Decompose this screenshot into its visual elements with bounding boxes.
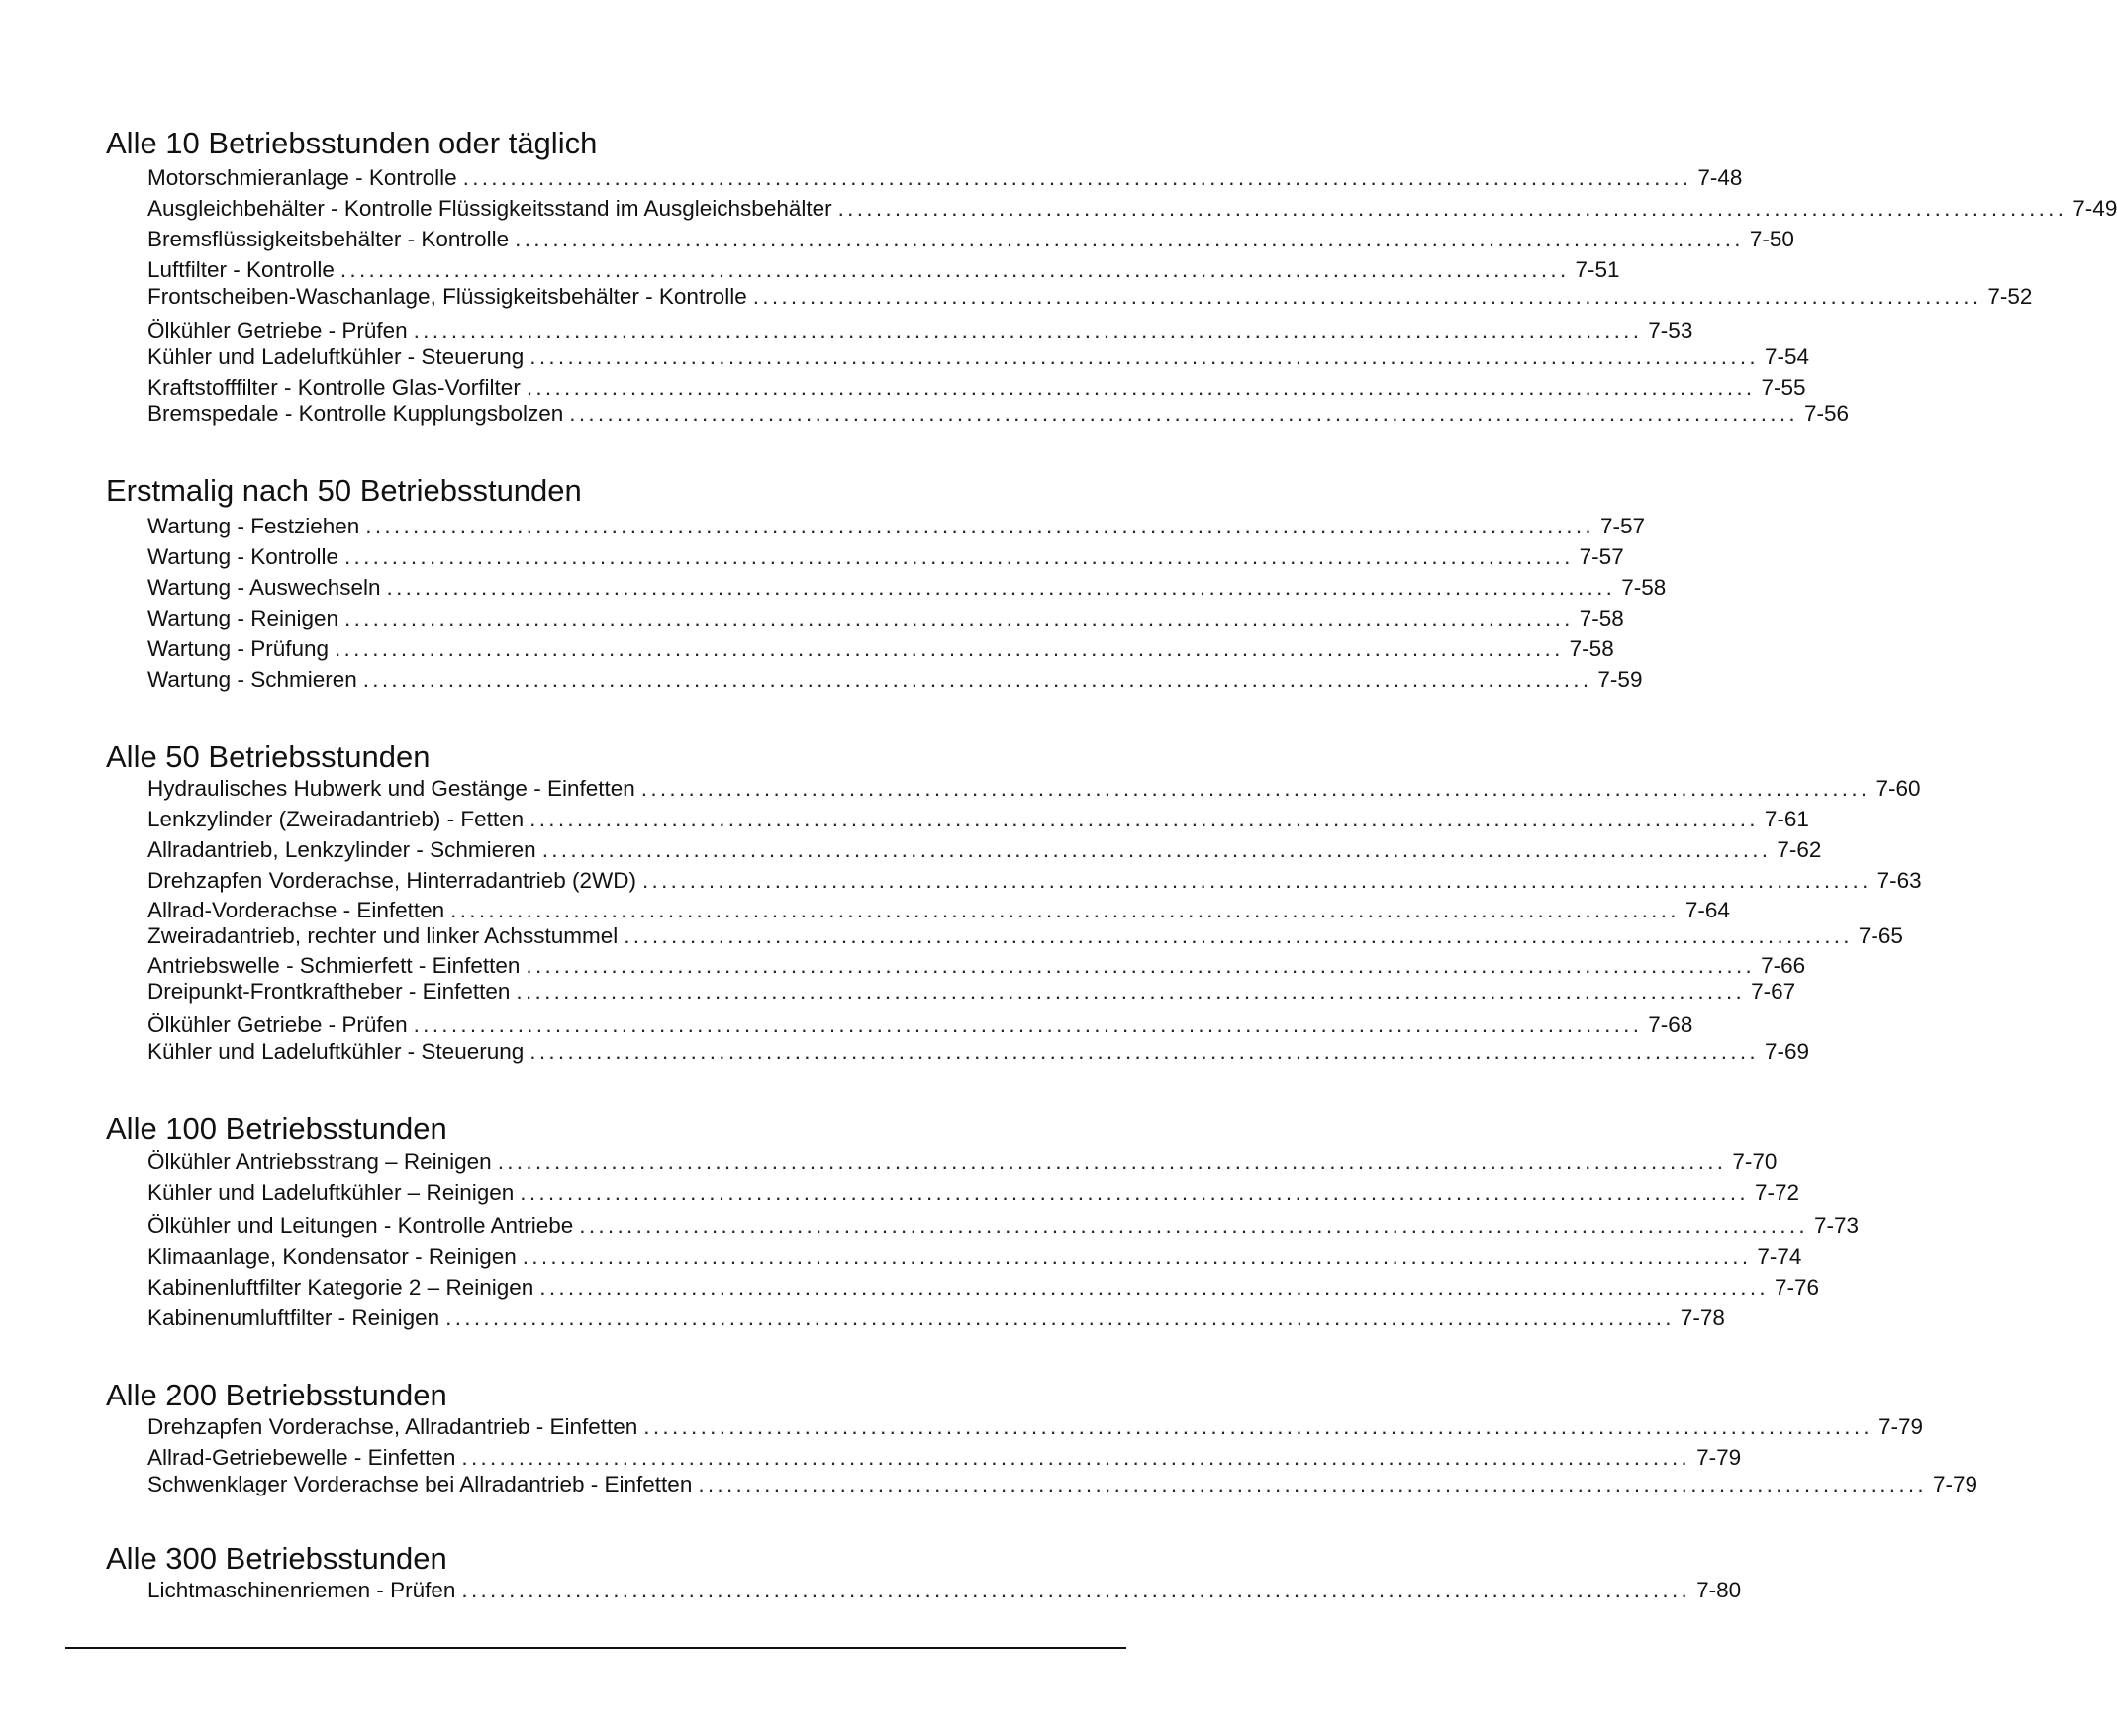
entry-page: 7-49 <box>2072 196 2117 221</box>
toc-entry[interactable] <box>147 806 1809 833</box>
dot-leader: .................................................................................................................................. <box>365 514 1594 538</box>
toc-entry[interactable] <box>147 283 2033 311</box>
entry-page: 7-57 <box>1579 544 1624 569</box>
toc-entry[interactable] <box>147 513 1645 540</box>
toc-entry[interactable] <box>147 164 1743 192</box>
entry-label: Kabinenluftfilter Kategorie 2 – Reinigen <box>147 1275 534 1300</box>
toc-entry[interactable] <box>147 400 1849 428</box>
entry-label: Lichtmaschinenriemen - Prüfen <box>147 1578 456 1602</box>
dot-leader: .................................................................................................................................. <box>640 776 1871 801</box>
dot-leader: .................................................................................................................................. <box>698 1472 1927 1496</box>
dot-leader: .................................................................................................................................. <box>339 257 1570 282</box>
entry-label: Lenkzylinder (Zweiradantrieb) - Fetten <box>147 807 525 831</box>
entry-page: 7-79 <box>1933 1472 1978 1496</box>
entry-label: Klimaanlage, Kondensator - Reinigen <box>147 1244 517 1269</box>
toc-entry[interactable] <box>147 775 1921 803</box>
entry-label: Ölkühler Antriebsstrang – Reinigen <box>147 1149 492 1174</box>
dot-leader: .................................................................................................................................. <box>344 606 1574 630</box>
entry-page: 7-53 <box>1648 318 1693 342</box>
dot-leader: .................................................................................................................................. <box>445 1305 1675 1330</box>
section-title: Erstmalig nach 50 Betriebsstunden <box>106 473 582 508</box>
toc-entry[interactable] <box>147 317 1693 344</box>
entry-page: 7-79 <box>1696 1445 1742 1470</box>
toc-entry[interactable] <box>147 1274 1819 1302</box>
toc-entry[interactable] <box>147 1471 1978 1498</box>
dot-leader: .................................................................................................................................. <box>386 575 1616 600</box>
toc-entry[interactable] <box>147 897 1730 924</box>
entry-page: 7-54 <box>1764 344 1809 369</box>
entry-page: 7-62 <box>1777 837 1822 862</box>
section-title: Alle 100 Betriebsstunden <box>106 1111 447 1146</box>
entry-page: 7-78 <box>1680 1305 1725 1330</box>
toc-entry[interactable] <box>147 1304 1725 1332</box>
entry-label: Kraftstofffilter - Kontrolle Glas-Vorfilter <box>147 375 521 400</box>
entry-label: Wartung - Prüfung <box>147 636 329 661</box>
dot-leader: .................................................................................................................................. <box>837 196 2068 221</box>
toc-entry[interactable] <box>147 635 1614 663</box>
dot-leader: .................................................................................................................................. <box>520 1180 1749 1205</box>
toc-entry[interactable] <box>147 343 1809 371</box>
entry-label: Kühler und Ladeluftkühler – Reinigen <box>147 1180 515 1205</box>
toc-entry[interactable] <box>147 1148 1778 1176</box>
dot-leader: .................................................................................................................................. <box>462 165 1692 190</box>
entry-page: 7-68 <box>1648 1013 1693 1037</box>
entry-label: Dreipunkt-Frontkraftheber - Einfetten <box>147 979 511 1004</box>
entry-page: 7-74 <box>1757 1244 1802 1269</box>
dot-leader: .................................................................................................................................. <box>529 344 1759 369</box>
entry-label: Wartung - Reinigen <box>147 606 339 630</box>
dot-leader: .................................................................................................................................. <box>344 544 1574 569</box>
dot-leader: .................................................................................................................................. <box>450 898 1680 922</box>
dot-leader: .................................................................................................................................. <box>624 923 1853 948</box>
entry-page: 7-61 <box>1764 807 1809 831</box>
toc-entry[interactable] <box>147 1243 1802 1271</box>
entry-page: 7-63 <box>1876 868 1922 893</box>
dot-leader: .................................................................................................................................. <box>529 807 1759 831</box>
entry-label: Allradantrieb, Lenkzylinder - Schmieren <box>147 837 536 862</box>
entry-label: Ölkühler Getriebe - Prüfen <box>147 1013 408 1037</box>
entry-page: 7-76 <box>1774 1275 1819 1300</box>
entry-page: 7-64 <box>1684 898 1730 922</box>
dot-leader: .................................................................................................................................. <box>335 636 1564 661</box>
toc-entry[interactable] <box>147 543 1624 571</box>
entry-page: 7-52 <box>1987 284 2033 309</box>
entry-page: 7-51 <box>1575 257 1620 282</box>
entry-page: 7-70 <box>1732 1149 1778 1174</box>
toc-entry[interactable] <box>147 922 1903 950</box>
entry-label: Kühler und Ladeluftkühler - Steuerung <box>147 344 525 369</box>
entry-page: 7-59 <box>1597 667 1643 692</box>
entry-page: 7-60 <box>1876 776 1921 801</box>
section-title: Alle 300 Betriebsstunden <box>106 1541 447 1576</box>
entry-label: Wartung - Auswechseln <box>147 575 381 600</box>
dot-leader: .................................................................................................................................. <box>526 953 1756 978</box>
dot-leader: .................................................................................................................................. <box>515 227 1744 251</box>
toc-entry[interactable] <box>147 867 1922 895</box>
entry-label: Allrad-Vorderachse - Einfetten <box>147 898 445 922</box>
entry-label: Drehzapfen Vorderachse, Allradantrieb - Einfetten <box>147 1414 638 1439</box>
toc-entry[interactable] <box>147 1212 1859 1240</box>
entry-label: Luftfilter - Kontrolle <box>147 257 335 282</box>
section-title: Alle 50 Betriebsstunden <box>106 739 431 774</box>
toc-entry[interactable] <box>147 836 1822 864</box>
dot-leader: .................................................................................................................................. <box>362 667 1592 692</box>
dot-leader: .................................................................................................................................. <box>522 1244 1752 1269</box>
dot-leader: .................................................................................................................................. <box>461 1445 1691 1470</box>
entry-page: 7-56 <box>1803 401 1849 426</box>
entry-page: 7-67 <box>1751 979 1796 1004</box>
entry-page: 7-57 <box>1599 514 1645 538</box>
footer-divider <box>65 1647 1126 1649</box>
entry-page: 7-55 <box>1761 375 1806 400</box>
entry-page: 7-65 <box>1858 923 1903 948</box>
entry-label: Schwenklager Vorderachse bei Allradantrieb - Einfetten <box>147 1472 693 1496</box>
toc-entry[interactable] <box>147 1413 1924 1441</box>
entry-label: Motorschmieranlage - Kontrolle <box>147 165 457 190</box>
dot-leader: .................................................................................................................................. <box>413 318 1643 342</box>
dot-leader: .................................................................................................................................. <box>529 1039 1759 1064</box>
dot-leader: .................................................................................................................................. <box>641 868 1872 893</box>
entry-label: Wartung - Kontrolle <box>147 544 338 569</box>
entry-page: 7-58 <box>1569 636 1614 661</box>
toc-entry[interactable] <box>147 605 1624 632</box>
toc-entry[interactable] <box>147 226 1794 253</box>
dot-leader: .................................................................................................................................. <box>569 401 1798 426</box>
entry-label: Ölkühler und Leitungen - Kontrolle Antriebe <box>147 1213 574 1238</box>
entry-page: 7-72 <box>1754 1180 1799 1205</box>
entry-label: Hydraulisches Hubwerk und Gestänge - Einfetten <box>147 776 635 801</box>
entry-page: 7-58 <box>1621 575 1667 600</box>
entry-label: Wartung - Festziehen <box>147 514 360 538</box>
toc-entry[interactable] <box>147 952 1806 980</box>
entry-page: 7-50 <box>1749 227 1794 251</box>
dot-leader: .................................................................................................................................. <box>461 1578 1691 1602</box>
toc-entry[interactable] <box>147 574 1667 602</box>
toc-entry[interactable] <box>147 1038 1809 1066</box>
entry-label: Kabinenumluftfilter - Reinigen <box>147 1305 440 1330</box>
entry-label: Ölkühler Getriebe - Prüfen <box>147 318 408 342</box>
entry-label: Kühler und Ladeluftkühler - Steuerung <box>147 1039 525 1064</box>
entry-page: 7-58 <box>1579 606 1624 630</box>
dot-leader: .................................................................................................................................. <box>541 837 1772 862</box>
section-title: Alle 10 Betriebsstunden oder täglich <box>106 126 598 160</box>
entry-label: Ausgleichbehälter - Kontrolle Flüssigkeitsstand im Ausgleichsbehälter <box>147 196 832 221</box>
section-title: Alle 200 Betriebsstunden <box>106 1378 447 1412</box>
toc-entry[interactable] <box>147 374 1806 402</box>
toc-entry[interactable] <box>147 1444 1742 1472</box>
dot-leader: .................................................................................................................................. <box>413 1013 1643 1037</box>
toc-entry[interactable] <box>147 195 2117 223</box>
entry-page: 7-79 <box>1877 1414 1924 1439</box>
toc-entry[interactable] <box>147 1179 1799 1206</box>
dot-leader: .................................................................................................................................. <box>579 1213 1808 1238</box>
dot-leader: .................................................................................................................................. <box>752 284 1982 309</box>
entry-page: 7-48 <box>1697 165 1743 190</box>
entry-label: Antriebswelle - Schmierfett - Einfetten <box>147 953 521 978</box>
toc-entry[interactable] <box>147 666 1643 694</box>
entry-label: Frontscheiben-Waschanlage, Flüssigkeitsbehälter - Kontrolle <box>147 284 747 309</box>
entry-label: Allrad-Getriebewelle - Einfetten <box>147 1445 456 1470</box>
dot-leader: .................................................................................................................................. <box>497 1149 1727 1174</box>
dot-leader: .................................................................................................................................. <box>643 1414 1873 1439</box>
entry-page: 7-66 <box>1761 953 1806 978</box>
toc-entry[interactable] <box>147 978 1796 1006</box>
toc-entry[interactable] <box>147 1577 1742 1604</box>
entry-label: Drehzapfen Vorderachse, Hinterradantrieb (2WD) <box>147 868 636 893</box>
dot-leader: .................................................................................................................................. <box>526 375 1756 400</box>
entry-label: Bremspedale - Kontrolle Kupplungsbolzen <box>147 401 564 426</box>
dot-leader: .................................................................................................................................. <box>516 979 1746 1004</box>
entry-page: 7-73 <box>1813 1213 1859 1238</box>
entry-label: Wartung - Schmieren <box>147 667 357 692</box>
entry-page: 7-80 <box>1696 1578 1742 1602</box>
toc-entry[interactable] <box>147 1012 1693 1039</box>
dot-leader: .................................................................................................................................. <box>539 1275 1769 1300</box>
entry-label: Zweiradantrieb, rechter und linker Achsstummel <box>147 923 619 948</box>
entry-label: Bremsflüssigkeitsbehälter - Kontrolle <box>147 227 510 251</box>
toc-entry[interactable] <box>147 256 1620 284</box>
entry-page: 7-69 <box>1764 1039 1809 1064</box>
